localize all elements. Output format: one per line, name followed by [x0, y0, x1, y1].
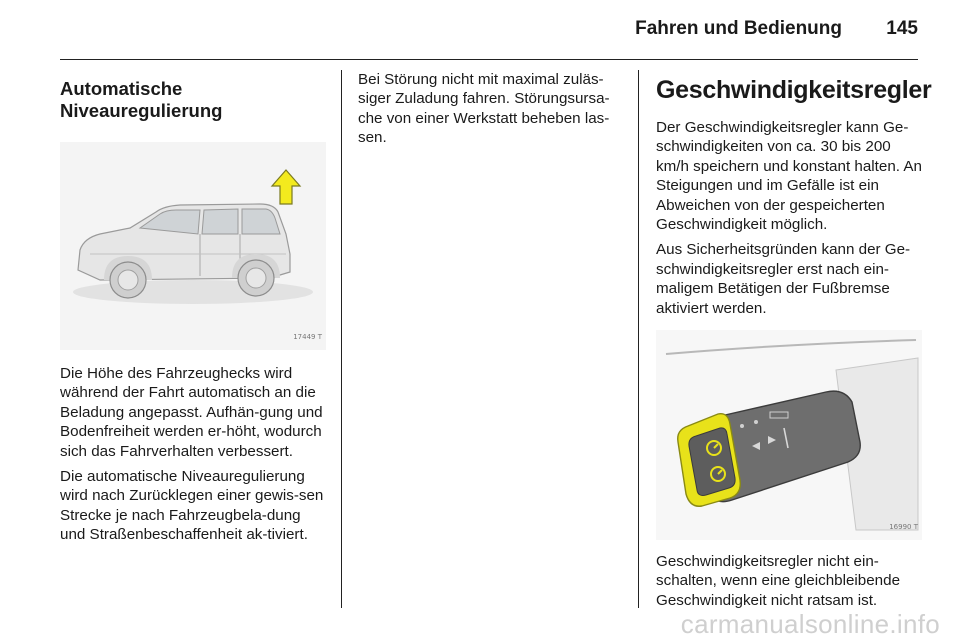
- cruise-control-lever-illustration: [656, 330, 922, 540]
- header-title: Fahren und Bedienung: [635, 18, 842, 39]
- paragraph: Aus Sicherheitsgründen kann der Ge-schwindigkeitsregler erst nach ein-maligem Betätigen der Fußbremse aktiviert werden.: [656, 241, 911, 317]
- column-left: [60, 70, 326, 551]
- paragraph: Der Geschwindigkeitsregler kann Ge-schwindigkeiten von ca. 30 bis 200 km/h speichern und konstant halten. An Steigungen und im Gefälle ist ein Abweichen von der gespeicherten Geschwindigkeit möglich.: [656, 119, 922, 234]
- paragraph: Die Höhe des Fahrzeughecks wird während der Fahrt automatisch an die Beladung angepasst. Aufhän-gung und Bodenfreiheit werden er-höht, wodurch sich das Fahrverhalten verbessert.: [60, 365, 323, 460]
- figure-id: 16990 T: [889, 522, 918, 531]
- paragraph: Bei Störung nicht mit maximal zuläs-siger Zuladung fahren. Störungsursa-che von einer Werkstatt beheben las-sen.: [358, 71, 610, 147]
- section-heading-niveauregulierung: [60, 78, 326, 122]
- cruise-control-figure: [656, 330, 922, 540]
- column-divider-right: [638, 70, 639, 608]
- heading-line-1: Automatische: [60, 78, 183, 99]
- paragraph: Die automatische Niveauregulierung wird nach Zurücklegen einer gewis-sen Strecke je nach Fahrzeugbela-dung und Straßenbeschaffenheit ak-tiviert.: [60, 468, 324, 544]
- section-heading-geschwindigkeitsregler: Geschwindigkeitsregler: [656, 76, 932, 104]
- car-illustration: [60, 142, 326, 350]
- heading-line-2: Niveauregulierung: [60, 100, 223, 121]
- page-number: 145: [886, 18, 918, 39]
- column-divider-left: [341, 70, 342, 608]
- car-figure: [60, 142, 326, 350]
- paragraph: Geschwindigkeitsregler nicht ein-schalten, wenn eine gleichbleibende Geschwindigkeit nicht ratsam ist.: [656, 553, 901, 609]
- column-middle: [358, 70, 622, 154]
- figure-id: 17449 T: [293, 332, 322, 341]
- watermark: carmanualsonline.info: [680, 609, 940, 639]
- header-divider: [60, 59, 918, 60]
- column-right: [656, 70, 932, 616]
- up-arrow-icon: [272, 170, 300, 204]
